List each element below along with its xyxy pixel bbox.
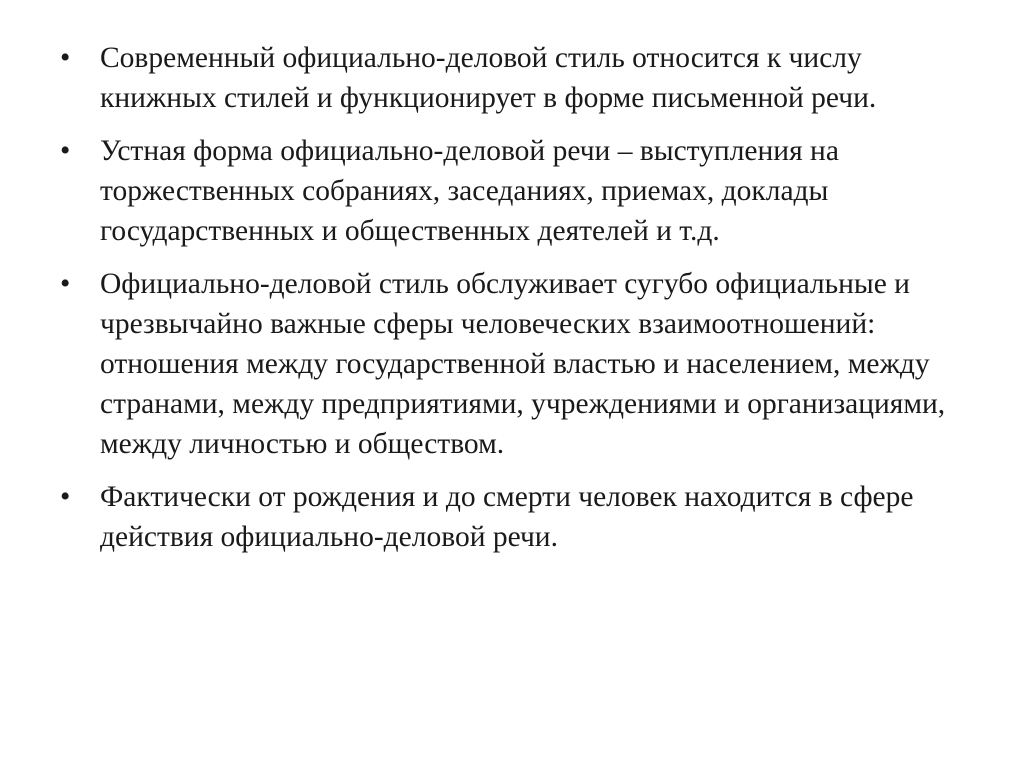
bullet-text: Устная форма официально-деловой речи – выступления на торжественных собраниях, заседаниях, приемах, доклады государственных и общественных деятелей и т.д. — [100, 135, 839, 247]
bullet-icon: • — [60, 135, 71, 167]
bullet-icon: • — [60, 268, 71, 300]
bullet-text: Современный официально-деловой стиль относится к числу книжных стилей и функционирует в форме письменной речи. — [100, 42, 877, 114]
bullet-item — [60, 264, 980, 464]
bullet-item — [60, 477, 980, 557]
bullet-text: Фактически от рождения и до смерти человек находится в сфере действия официально-деловой речи. — [100, 481, 914, 553]
bullet-icon: • — [60, 42, 71, 74]
bullet-icon: • — [60, 481, 71, 513]
bullet-list — [60, 38, 980, 570]
bullet-item — [60, 131, 980, 251]
bullet-item — [60, 38, 980, 118]
bullet-text: Официально-деловой стиль обслуживает сугубо официальные и чрезвычайно важные сферы человеческих взаимоотношений: отношения между государственной властью и населением, между странами, между предприятиями, учреждениями и организациями, между личностью и обществом. — [100, 268, 946, 460]
